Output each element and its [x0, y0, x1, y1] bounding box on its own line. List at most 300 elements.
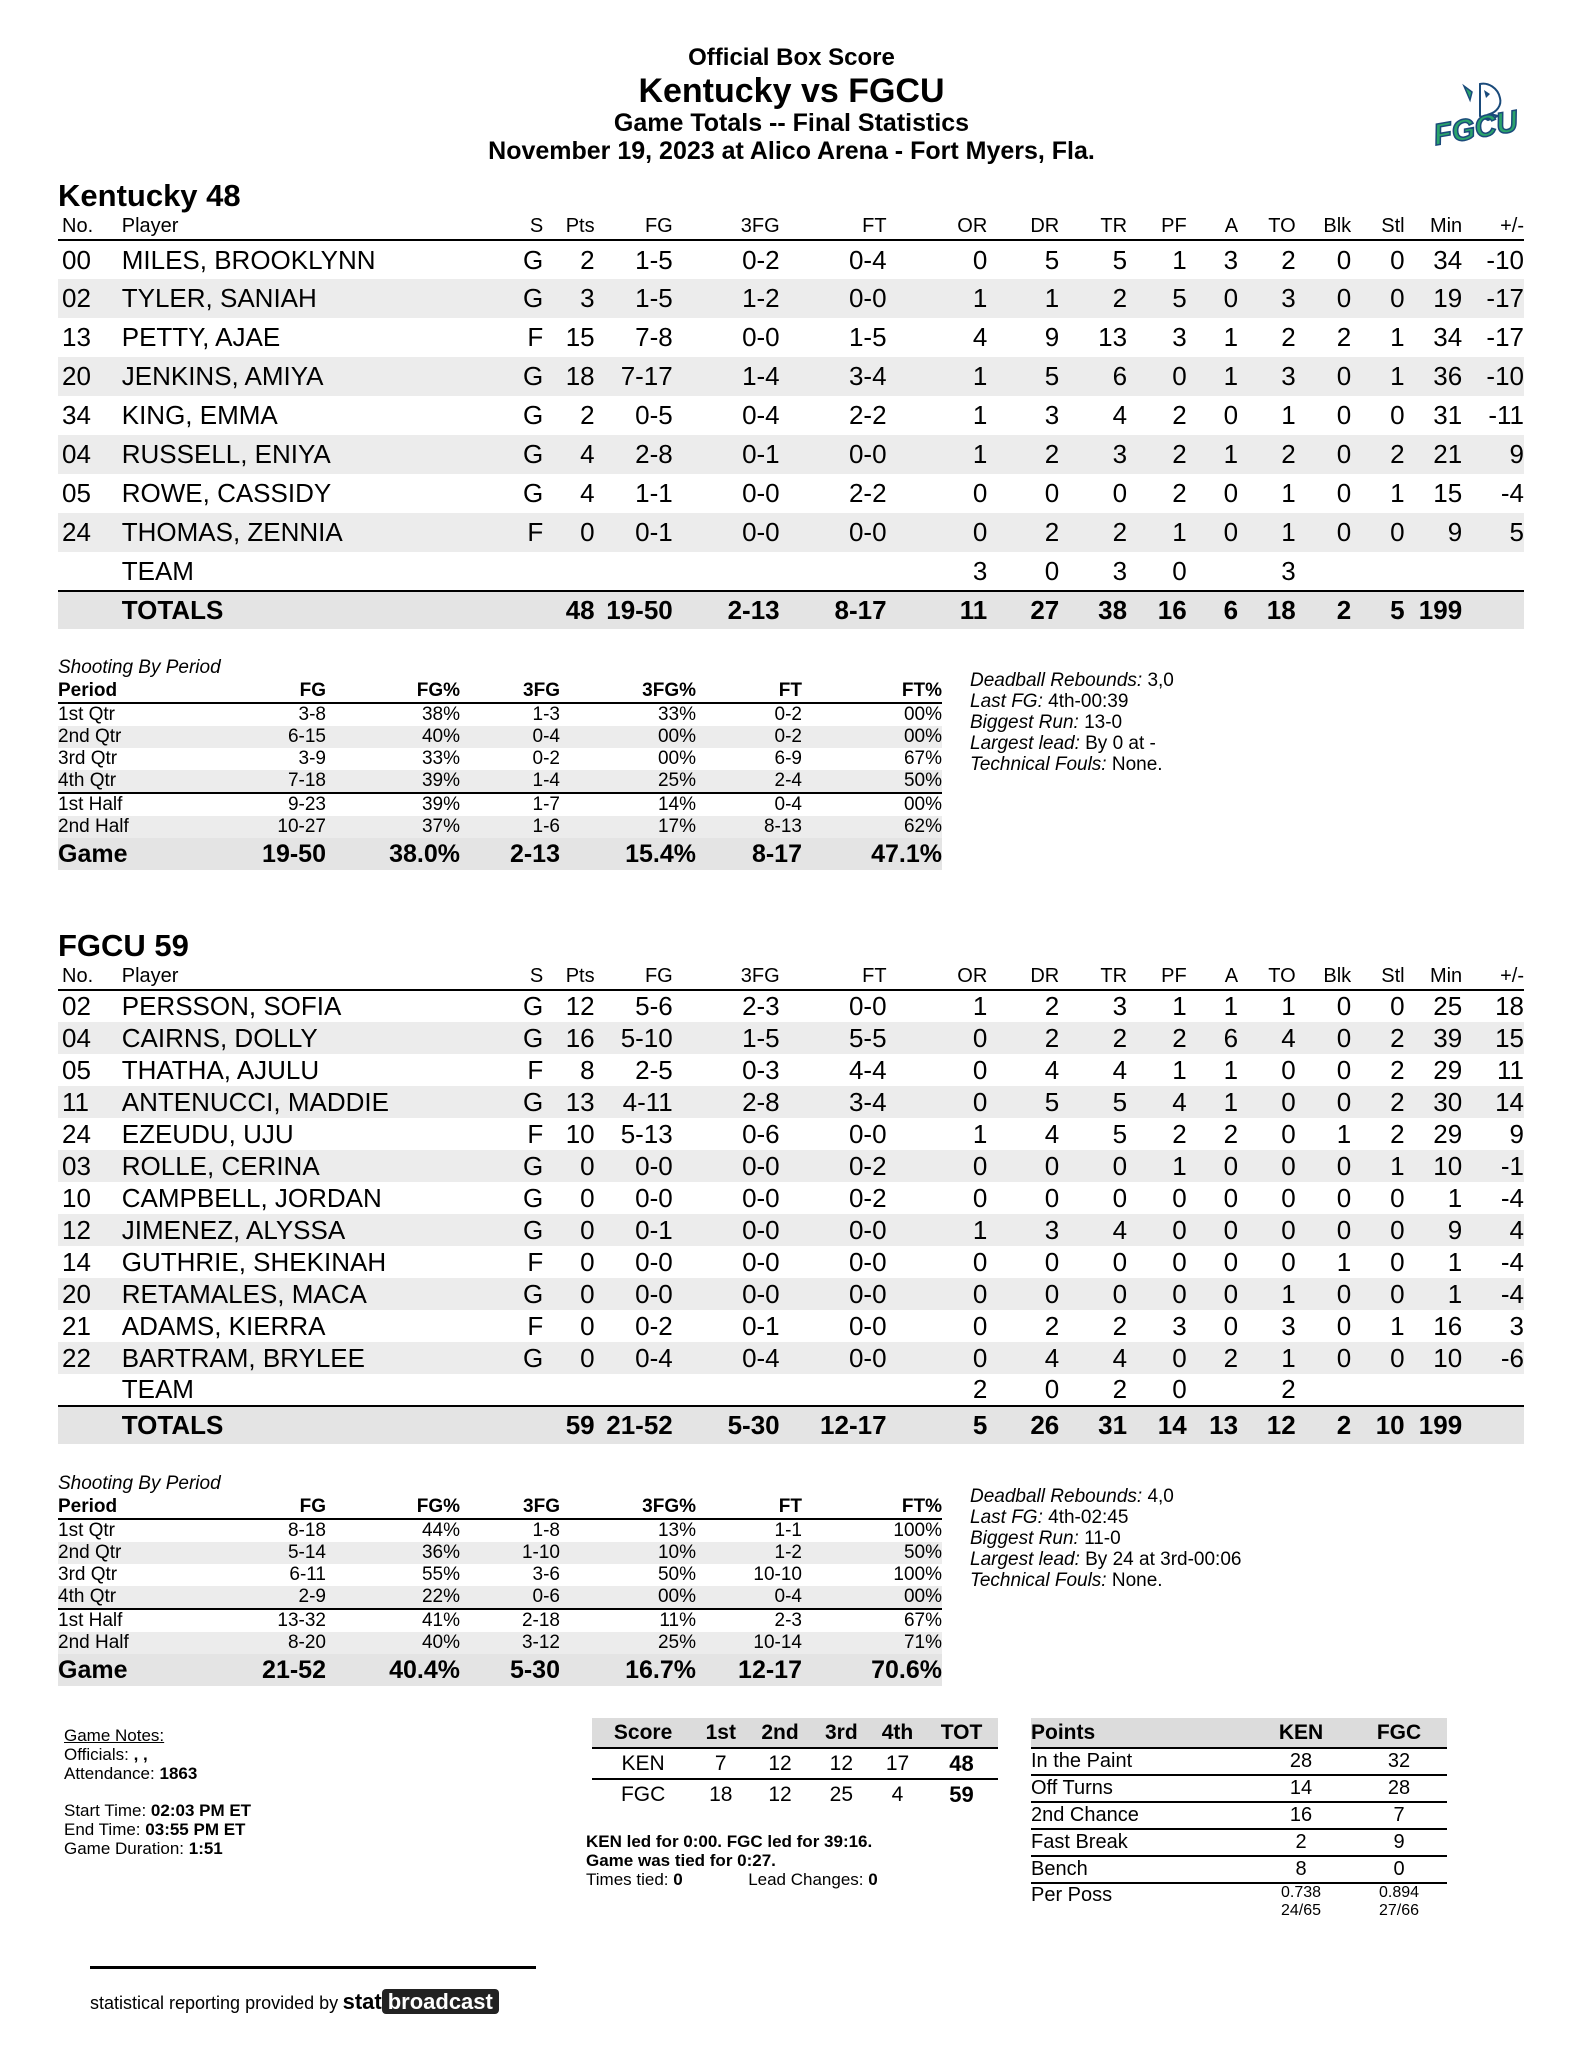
table-header-row [58, 214, 1524, 240]
cell-pf: 1 [1127, 1150, 1187, 1182]
points-header-row [1031, 1718, 1447, 1748]
col-header-ft: FT [780, 964, 887, 990]
period-cell: 100% [893, 1564, 942, 1585]
period-cell: 44% [421, 1520, 460, 1541]
total-pts: 59 [543, 1406, 594, 1444]
period-cell: 00% [657, 748, 696, 769]
points-cell: 9 [1351, 1829, 1447, 1856]
cell-3fg [673, 1374, 780, 1406]
cell-no: 05 [62, 478, 91, 508]
cell-to: 1 [1238, 513, 1296, 552]
cell-min: 9 [1405, 1214, 1463, 1246]
cell-min [1405, 552, 1463, 591]
period-game-cell: Game [58, 1654, 198, 1686]
cell-pts [543, 1374, 594, 1406]
player-row [58, 1150, 1524, 1182]
cell-ft [780, 552, 887, 591]
cell-no: 20 [58, 357, 122, 396]
period-cell: 1st Qtr [58, 1520, 116, 1541]
cell-pf: 1 [1172, 1054, 1187, 1085]
points-cell: Fast Break [1031, 1829, 1251, 1856]
period-cell: 25% [560, 1632, 696, 1654]
cell-player: THATHA, AJULU [121, 1054, 320, 1085]
points-col-header: FGC [1351, 1718, 1447, 1748]
cell-plus-minus: -17 [1486, 322, 1524, 352]
player-row [58, 1182, 1524, 1214]
cell-player: JENKINS, AMIYA [122, 357, 492, 396]
period-cell: 6-15 [198, 726, 326, 748]
per-poss-fgc-rate: 0.894 [1378, 1884, 1420, 1901]
cell-plus-minus: -10 [1462, 357, 1524, 396]
game-notes [64, 1726, 251, 1858]
cell-pf: 1 [1172, 991, 1187, 1021]
note-value: None. [1106, 754, 1163, 775]
player-row [58, 474, 1524, 513]
cell-pos: G [492, 1086, 543, 1118]
kentucky-game-notes [970, 670, 1174, 775]
cell-stl: 0 [1351, 279, 1404, 318]
cell-to: 1 [1281, 991, 1296, 1021]
period-cell: 3-12 [460, 1632, 560, 1654]
report-subtitle: Game Totals -- Final Statistics [613, 109, 970, 137]
cell-min: 34 [1433, 322, 1463, 352]
cell-blk: 0 [1296, 1150, 1352, 1182]
cell-no: 24 [62, 1118, 91, 1149]
cell-pf: 0 [1172, 1374, 1187, 1404]
cell-3fg: 0-1 [673, 435, 780, 474]
col-header-player: Player [122, 214, 492, 240]
report-type: Official Box Score [688, 44, 895, 71]
cell-tr: 0 [1059, 1278, 1127, 1310]
cell-a: 1 [1187, 357, 1238, 396]
period-cell: 0-4 [696, 1586, 802, 1609]
cell-min: 30 [1405, 1086, 1463, 1118]
period-cell: 17% [560, 816, 696, 838]
lead-line-1: KEN led for 0:00. FGC led for 39:16. [586, 1832, 873, 1851]
cell-stl: 2 [1351, 1086, 1404, 1118]
cell-pos: F [492, 513, 543, 552]
total-or: 11 [887, 591, 988, 629]
cell-ft: 0-0 [848, 1246, 887, 1277]
col-header-pos: S [492, 214, 543, 240]
cell-a [1187, 1374, 1238, 1406]
cell-tr: 2 [1059, 279, 1127, 318]
cell-pos [492, 1374, 543, 1406]
cell-player: RETAMALES, MACA [122, 1278, 492, 1310]
cell-player: CAMPBELL, JORDAN [121, 1182, 382, 1213]
period-cell: 10% [560, 1542, 696, 1564]
col-header-a: A [1187, 964, 1238, 990]
cell-or: 0 [972, 1054, 988, 1085]
cell-ft: 0-4 [848, 244, 887, 275]
period-cell: 38% [421, 704, 460, 725]
cell-player: TEAM [121, 555, 194, 586]
note-value: 11-0 [1078, 1528, 1121, 1549]
cell-blk: 0 [1336, 1182, 1352, 1213]
cell-3fg: 0-0 [742, 478, 780, 508]
cell-blk [1296, 1374, 1352, 1406]
cell-stl [1351, 1374, 1404, 1406]
cell-no: 04 [58, 435, 122, 474]
cell-plus-minus: -11 [1488, 400, 1524, 430]
points-cell: 32 [1351, 1748, 1447, 1775]
note-label: Largest lead: [970, 733, 1080, 754]
cell-fg: 2-8 [595, 435, 673, 474]
cell-3fg: 0-6 [742, 1118, 780, 1149]
cell-pos: F [527, 1118, 544, 1149]
cell-min: 19 [1405, 279, 1463, 318]
kentucky-shooting-by-period [58, 656, 942, 870]
period-row [58, 1632, 942, 1654]
cell-blk: 0 [1296, 1342, 1352, 1374]
cell-or: 0 [887, 1342, 988, 1374]
cell-pf: 1 [1127, 513, 1187, 552]
period-cell: 40% [326, 726, 460, 748]
cell-no: 03 [58, 1150, 122, 1182]
cell-3fg: 0-0 [742, 322, 780, 352]
cell-plus-minus: 3 [1509, 1310, 1524, 1341]
points-cell: 8 [1251, 1856, 1351, 1883]
period-row [58, 1519, 942, 1542]
cell-min [1405, 1374, 1463, 1406]
period-cell: 1-8 [532, 1520, 560, 1541]
cell-a: 1 [1223, 1054, 1239, 1085]
cell-or: 0 [887, 1022, 988, 1054]
cell-to: 1 [1238, 1278, 1296, 1310]
score-header-row [592, 1718, 998, 1748]
cell-ft: 0-2 [848, 1182, 887, 1213]
cell-pts: 0 [580, 1310, 595, 1341]
period-col-header: 3FG [460, 1496, 560, 1519]
col-header-pts: Pts [543, 214, 594, 240]
score-row [592, 1748, 998, 1779]
period-col-header: Period [58, 1496, 198, 1519]
cell-dr: 2 [987, 513, 1059, 552]
score-col-header: 1st [694, 1718, 747, 1748]
col-header-stl: Stl [1351, 964, 1404, 990]
player-row [58, 240, 1524, 279]
team-row [58, 552, 1524, 591]
points-cell: Off Turns [1031, 1775, 1251, 1802]
cell-min: 29 [1433, 1054, 1463, 1085]
cell-a: 0 [1187, 1278, 1238, 1310]
cell-3fg: 0-0 [742, 1182, 780, 1213]
cell-min: 25 [1433, 991, 1463, 1021]
cell-or: 1 [972, 991, 988, 1021]
period-col-header: FT [696, 680, 802, 703]
period-cell: 50% [657, 1564, 696, 1585]
cell-player: ROLLE, CERINA [122, 1150, 492, 1182]
col-header-to: TO [1238, 214, 1296, 240]
cell-pf: 1 [1172, 244, 1187, 275]
cell-blk: 0 [1296, 1022, 1352, 1054]
total-plus-minus [1462, 1406, 1524, 1444]
cell-fg: 5-13 [620, 1118, 673, 1149]
cell-dr: 2 [987, 435, 1059, 474]
cell-a: 0 [1187, 1214, 1238, 1246]
cell-blk: 0 [1296, 1214, 1352, 1246]
cell-min: 29 [1433, 1118, 1463, 1149]
cell-a: 1 [1223, 322, 1239, 352]
col-header-pts: Pts [543, 964, 594, 990]
period-col-header: FT% [802, 680, 942, 703]
cell-stl: 0 [1351, 513, 1404, 552]
total-player: TOTALS [122, 1406, 492, 1444]
period-cell: 1st Half [58, 1609, 198, 1632]
cell-fg: 2-5 [635, 1054, 673, 1085]
cell-tr: 6 [1059, 357, 1127, 396]
cell-dr: 2 [1044, 1310, 1060, 1341]
cell-min: 1 [1447, 1182, 1463, 1213]
period-col-header: FT% [802, 1496, 942, 1519]
cell-or: 0 [972, 244, 988, 275]
cell-dr: 0 [1044, 478, 1060, 508]
cell-or: 0 [972, 478, 988, 508]
cell-ft: 0-0 [780, 435, 887, 474]
score-total: 59 [949, 1782, 974, 1807]
cell-tr: 5 [1112, 244, 1128, 275]
ties-changes-line: Times tied: 0 Lead Changes: 0 [586, 1870, 878, 1889]
cell-pos: G [522, 478, 544, 508]
cell-a: 0 [1187, 279, 1238, 318]
cell-to: 1 [1281, 478, 1296, 508]
col-header-player: Player [122, 964, 492, 990]
col-header-fg: FG [595, 214, 673, 240]
points-cell: 28 [1351, 1775, 1447, 1802]
cell-pos: G [492, 1022, 543, 1054]
score-cell: 4 [891, 1783, 904, 1806]
report-header [0, 44, 1583, 166]
total-pf: 16 [1127, 591, 1187, 629]
note-label: Deadball Rebounds: [970, 670, 1143, 691]
cell-a: 2 [1223, 1118, 1239, 1149]
cell-to: 0 [1238, 1214, 1296, 1246]
score-col-header: TOT [925, 1718, 998, 1748]
period-cell: 0-4 [460, 726, 560, 748]
col-header-3fg: 3FG [673, 214, 780, 240]
cell-blk: 1 [1336, 1246, 1352, 1277]
period-col-header: 3FG% [560, 1496, 696, 1519]
score-col-header: 3rd [813, 1718, 870, 1748]
cell-a: 1 [1187, 435, 1238, 474]
points-cell: 7 [1351, 1802, 1447, 1829]
note-value: 3,0 [1142, 670, 1174, 691]
cell-3fg: 2-8 [673, 1086, 780, 1118]
cell-stl: 0 [1351, 1278, 1404, 1310]
cell-3fg: 1-5 [673, 1022, 780, 1054]
cell-or: 0 [972, 1310, 988, 1341]
period-cell: 2nd Half [58, 816, 198, 838]
cell-tr: 2 [1112, 1310, 1128, 1341]
cell-a: 0 [1223, 1246, 1239, 1277]
cell-or: 0 [887, 513, 988, 552]
period-row [58, 770, 942, 793]
table-header-row [58, 964, 1524, 990]
note-value: 4th-02:45 [1042, 1507, 1129, 1528]
note-label: Largest lead: [970, 1549, 1080, 1570]
cell-stl: 0 [1351, 1214, 1404, 1246]
cell-player: TEAM [121, 1374, 194, 1404]
cell-dr: 1 [987, 279, 1059, 318]
cell-plus-minus [1462, 1374, 1524, 1406]
kentucky-period-table [58, 680, 942, 870]
cell-or: 4 [972, 322, 988, 352]
col-header-pf: PF [1127, 214, 1187, 240]
period-game-cell: Game [58, 838, 198, 870]
fgcu-eagle-logo [1428, 80, 1524, 152]
cell-no: 04 [58, 1022, 122, 1054]
note-line [970, 1507, 1241, 1528]
period-game-cell: 19-50 [198, 838, 326, 870]
player-row [58, 435, 1524, 474]
note-line [970, 670, 1174, 691]
cell-ft: 0-0 [780, 1214, 887, 1246]
period-cell: 7-18 [198, 770, 326, 793]
cell-blk [1296, 552, 1352, 591]
fgcu-box-score [58, 928, 1524, 1444]
cell-fg [595, 552, 673, 591]
period-cell: 1-1 [774, 1520, 802, 1541]
cell-dr: 0 [1044, 1182, 1060, 1213]
cell-min: 34 [1433, 244, 1463, 275]
player-row [58, 1342, 1524, 1374]
cell-3fg: 0-4 [742, 400, 780, 430]
cell-pos: G [492, 1150, 543, 1182]
cell-tr: 2 [1059, 1022, 1127, 1054]
score-cell: KEN [592, 1748, 694, 1779]
period-cell: 50% [802, 1542, 942, 1564]
score-cell: FGC [620, 1783, 666, 1806]
cell-pos: G [492, 435, 543, 474]
footer-text: statistical reporting provided by [90, 1993, 339, 2013]
cell-or: 0 [972, 1246, 988, 1277]
note-label: Biggest Run: [970, 712, 1079, 733]
cell-no: 12 [58, 1214, 122, 1246]
period-row [58, 1542, 942, 1564]
cell-no: 14 [62, 1246, 91, 1277]
col-header-or: OR [887, 964, 988, 990]
player-row [58, 279, 1524, 318]
cell-no: 24 [58, 513, 122, 552]
cell-min: 1 [1405, 1278, 1463, 1310]
cell-dr: 0 [1044, 1246, 1060, 1277]
period-game-row [58, 838, 942, 870]
fgcu-player-table [58, 964, 1524, 1444]
cell-no: 13 [62, 322, 91, 352]
cell-tr: 4 [1112, 1054, 1128, 1085]
cell-min: 31 [1433, 400, 1463, 430]
totals-row [58, 591, 1524, 629]
period-row [58, 748, 942, 770]
officials-line: Officials: , , [64, 1745, 148, 1764]
col-header-ft: FT [780, 214, 887, 240]
cell-3fg: 0-1 [742, 1310, 780, 1341]
cell-min: 1 [1447, 1246, 1463, 1277]
note-line [970, 1528, 1241, 1549]
cell-stl: 2 [1351, 1022, 1404, 1054]
cell-blk: 1 [1336, 1118, 1352, 1149]
period-game-cell: 15.4% [560, 838, 696, 870]
period-cell: 3-9 [298, 748, 326, 769]
total-pf: 14 [1127, 1406, 1187, 1444]
cell-to: 3 [1281, 555, 1296, 586]
cell-to: 3 [1238, 279, 1296, 318]
period-cell: 37% [326, 816, 460, 838]
period-cell: 1-3 [532, 704, 560, 725]
points-cell: 14 [1251, 1775, 1351, 1802]
cell-pos: G [492, 1342, 543, 1374]
cell-3fg: 0-2 [742, 244, 780, 275]
points-cell: 28 [1251, 1748, 1351, 1775]
cell-pf: 0 [1127, 1214, 1187, 1246]
col-header-plus-minus: +/- [1462, 964, 1524, 990]
col-header-blk: Blk [1296, 964, 1352, 990]
cell-ft: 0-0 [780, 513, 887, 552]
cell-dr: 0 [1044, 555, 1060, 586]
player-row [58, 1310, 1524, 1342]
cell-tr: 0 [1112, 1246, 1128, 1277]
cell-min: 36 [1405, 357, 1463, 396]
col-header-blk: Blk [1296, 214, 1352, 240]
points-cell: Bench [1031, 1856, 1251, 1883]
period-cell: 13% [657, 1520, 696, 1541]
cell-ft: 0-0 [848, 991, 887, 1021]
cell-stl: 0 [1351, 1342, 1404, 1374]
cell-plus-minus: 11 [1497, 1054, 1524, 1085]
total-dr: 26 [987, 1406, 1059, 1444]
period-cell: 2-3 [696, 1609, 802, 1632]
cell-or: 0 [887, 1278, 988, 1310]
cell-ft: 0-2 [780, 1150, 887, 1182]
period-header-row [58, 1496, 942, 1519]
points-col-header: KEN [1251, 1718, 1351, 1748]
cell-pf: 0 [1127, 1342, 1187, 1374]
cell-pf: 0 [1172, 1182, 1187, 1213]
cell-pos [492, 552, 543, 591]
period-cell: 8-20 [198, 1632, 326, 1654]
per-poss-ken-ratio: 24/65 [1280, 1902, 1322, 1919]
total-3fg: 5-30 [673, 1406, 780, 1444]
total-no [58, 1406, 122, 1444]
total-min: 199 [1405, 1406, 1463, 1444]
cell-no: 02 [62, 991, 91, 1021]
period-col-header: FG [198, 680, 326, 703]
cell-stl: 2 [1390, 1118, 1405, 1149]
lead-line-2: Game was tied for 0:27. [586, 1851, 776, 1870]
cell-tr: 3 [1059, 435, 1127, 474]
cell-stl: 1 [1351, 357, 1404, 396]
cell-dr: 5 [987, 1086, 1059, 1118]
points-cell: 16 [1251, 1802, 1351, 1829]
cell-player: MILES, BROOKLYNN [121, 244, 376, 275]
cell-tr: 4 [1059, 1342, 1127, 1374]
cell-blk: 0 [1296, 357, 1352, 396]
cell-tr: 4 [1059, 1214, 1127, 1246]
points-row [1031, 1775, 1447, 1802]
total-dr: 27 [987, 591, 1059, 629]
cell-player: KING, EMMA [121, 400, 278, 430]
points-cell: 0 [1351, 1856, 1447, 1883]
cell-stl: 0 [1390, 1246, 1405, 1277]
total-min: 199 [1405, 591, 1463, 629]
cell-tr: 4 [1112, 400, 1128, 430]
score-cell: 12 [813, 1748, 870, 1779]
period-cell: 67% [903, 748, 942, 769]
cell-pts: 2 [580, 244, 595, 275]
period-cell: 62% [802, 816, 942, 838]
cell-tr: 0 [1059, 1150, 1127, 1182]
shooting-by-period-caption: Shooting By Period [58, 1473, 221, 1494]
